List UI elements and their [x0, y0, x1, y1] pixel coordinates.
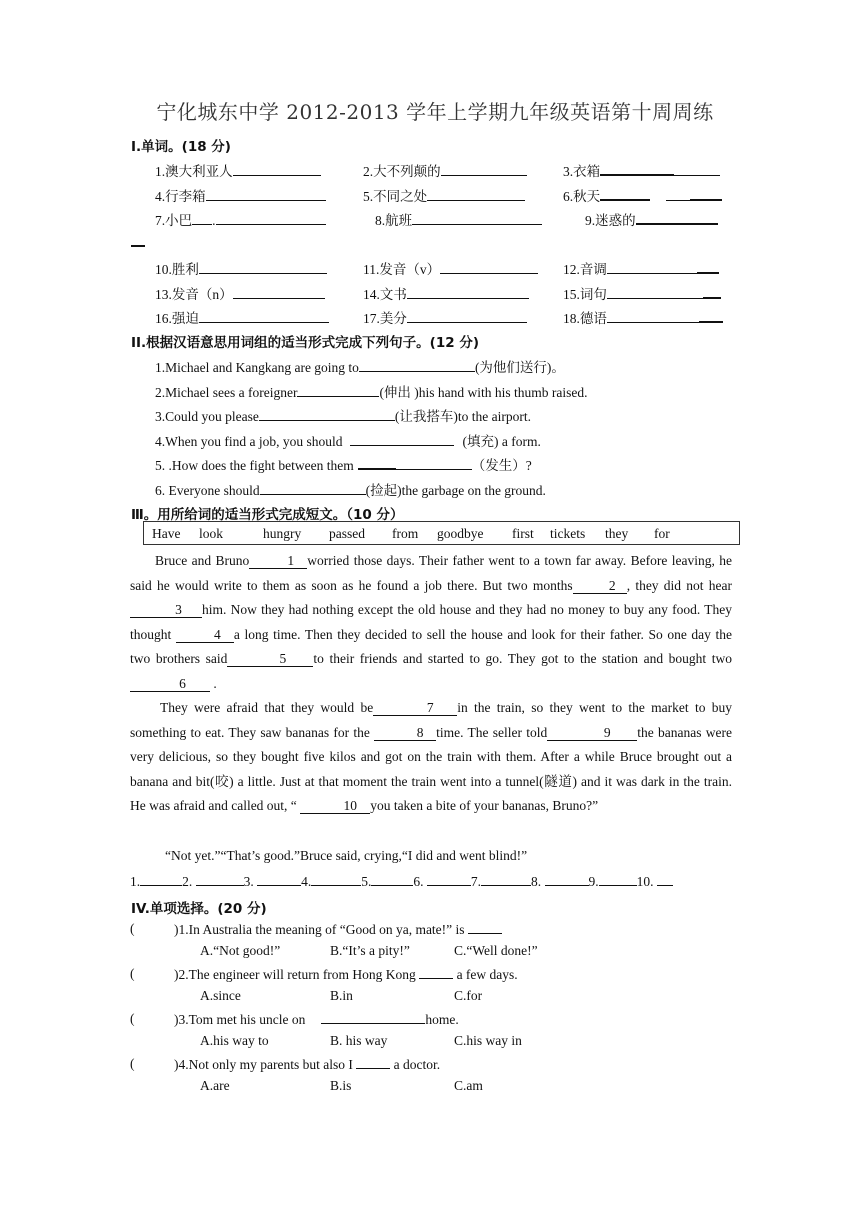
word-bank-item: Have	[152, 526, 181, 541]
vocab-item-9: 9.迷惑的	[585, 213, 636, 228]
answer-slot-1[interactable]	[140, 873, 182, 886]
sentence-5: 5. .How does the fight between them （发生）?	[155, 458, 532, 473]
answer-blank[interactable]	[192, 212, 212, 225]
vocab-item-8: 8.航班	[375, 213, 413, 228]
answer-slot-7[interactable]	[481, 873, 531, 886]
cloze-blank-2[interactable]: 2	[573, 579, 627, 594]
option-b[interactable]: B. his way	[330, 1033, 388, 1048]
answer-slot-5[interactable]	[371, 873, 413, 886]
option-b[interactable]: B.is	[330, 1078, 352, 1093]
worksheet-page: 宁化城东中学 2012-2013 学年上学期九年级英语第十周周练 I.单词。(18 分) 1.澳大利亚人 2.大不列颠的 3.衣箱 4.行李箱 5.不同之处 6.秋天 7.小巴 . 8.航班 9.迷惑的 10.胜利 11.发音（v） 12.音调 13.发音（n） 14.文书 15.词句 16.强迫 17.美分 18.德语 II.根据汉语意思用词组的适当形式完成下列句子。(12 分) 1.Michael and Kangkang are going to (为他们送行)。 2.Michael sees a foreigner (伸出 )his hand with his thumb raised. 3.Could you please (让我搭车)to the airport. 4.When you find a job, you should (填充) a form. 5. .How does the fight between them （发生）? 6. Everyone should (捡起)the garbage on the ground. Ⅲ。用所给词的适当形式完成短文。（10 分） Have look hungry passed from goodbye first tickets they for Bruce and Bruno 1 worried those days. Their father went to a town far away. Before leaving, he said he would write to them as soon as he found a job there. But two months 2 , they did not hear3 him. Now they had nothing except the old house and they had no money to buy any food. They thought 4 a long time. Then they decided to sell the house and look for their father. So one day the two brothers said 5 to their friends and started to go. They got to the station and bought two6 . They were afraid that they would be 7 in the train, so they went to the market to buy something to eat. They saw bananas for the 8 time. The seller told 9 the bananas were very delicious, so they bought five kilos and got on the train with them. After a while Bruce brought out a banana and bit(咬) a little. Just at that moment the train went into a tunnel(隧道) and it was dark in the train. He was afraid and called out, “ 10 you taken a bite of your bananas, Bruno?” “Not yet.”“That’s good.”Bruce said, crying,“I did and went blind!” 1. 2. 3. 4. 5. 6. 7. 8. 9. 10. IV.单项选择。(20 分) ( )1.In Australia the meaning of “Good on ya, mate!” is A.“Not good!” B.“It’s a pity!” C.“Well done!” ( )2.The engineer will return from Hong Kong a few days. A.since B.in C.for ( )3.Tom met his uncle on home. A.his way to B. his way C.his way in ( )4.Not only my parents but also I a doctor. A.are B.is C.am	[0, 0, 860, 1216]
cloze-blank-3[interactable]: 3	[130, 603, 202, 618]
answer-blank[interactable]	[407, 286, 529, 299]
answer-blank[interactable]	[636, 211, 718, 225]
cloze-blank-10[interactable]: 10	[300, 799, 370, 814]
answer-blank[interactable]	[600, 187, 650, 201]
answer-slot-9[interactable]	[599, 873, 637, 886]
vocab-item-14: 14.文书	[363, 287, 407, 302]
vocab-item-18: 18.德语	[563, 311, 607, 326]
word-bank-item: tickets	[550, 526, 586, 541]
passage-paragraph-2: They were afraid that they would be 7 in the train, so they went to the market to buy something to eat. They saw bananas for the 8 time. The seller told 9 the bananas were very delicious, so they bought five kilos and got on the train with them. After a while Bruce brought out a banana and bit(咬) a little. Just at that moment the train went into a tunnel(隧道) and it was dark in the train. He was afraid and called out, “ 10 you taken a bite of your bananas, Bruno?”	[130, 700, 733, 813]
vocab-item-3: 3.衣箱	[563, 164, 601, 179]
word-bank-item: from	[392, 526, 419, 541]
answer-blank[interactable]	[356, 1056, 390, 1069]
word-bank-box	[143, 521, 740, 545]
word-bank-item: look	[199, 526, 224, 541]
answer-blank[interactable]	[206, 188, 326, 201]
answer-blank-wrap	[131, 233, 145, 247]
sentence-6: 6. Everyone should (捡起)the garbage on the ground.	[155, 483, 546, 498]
option-c[interactable]: C.for	[454, 988, 483, 1003]
section-4-heading: IV.单项选择。(20 分)	[131, 901, 267, 917]
vocab-item-1: 1.澳大利亚人	[155, 164, 233, 179]
answer-blank[interactable]	[233, 286, 325, 299]
passage-paragraph-3: “Not yet.”“That’s good.”Bruce said, crying,“I did and went blind!”	[165, 848, 528, 863]
sentence-2: 2.Michael sees a foreigner (伸出 )his hand with his thumb raised.	[155, 385, 588, 400]
answer-blank[interactable]	[260, 482, 366, 495]
option-c[interactable]: C.“Well done!”	[454, 943, 538, 958]
cloze-blank-1[interactable]: 1	[249, 554, 307, 569]
vocab-item-16: 16.强迫	[155, 311, 199, 326]
answer-blank[interactable]	[199, 261, 327, 274]
passage	[130, 549, 732, 819]
answer-blank[interactable]	[607, 261, 697, 274]
word-bank-item: goodbye	[437, 526, 484, 541]
sentence-3: 3.Could you please (让我搭车)to the airport.	[155, 409, 531, 424]
section-3-heading: Ⅲ。用所给词的适当形式完成短文。（10 分）	[131, 507, 404, 523]
option-b[interactable]: B.in	[330, 988, 353, 1003]
sentence-4: 4.When you find a job, you should (填充) a form.	[155, 434, 541, 449]
answer-slot-6[interactable]	[427, 873, 471, 886]
option-b[interactable]: B.“It’s a pity!”	[330, 943, 410, 958]
answer-blank[interactable]	[259, 408, 395, 421]
answer-blank[interactable]	[440, 261, 538, 274]
vocab-item-6: 6.秋天	[563, 189, 601, 204]
word-bank-item: first	[512, 526, 534, 541]
section-2-heading: II.根据汉语意思用词组的适当形式完成下列句子。(12 分)	[131, 335, 480, 351]
option-a[interactable]: A.are	[200, 1078, 230, 1093]
vocab-item-13: 13.发音（n）	[155, 287, 233, 302]
answer-slot-4[interactable]	[311, 873, 361, 886]
answer-slot-8[interactable]	[545, 873, 589, 886]
answer-blank[interactable]	[407, 310, 527, 323]
answer-blank[interactable]	[199, 310, 329, 323]
section-1-heading: I.单词。(18 分)	[131, 139, 231, 155]
word-bank-item: hungry	[263, 526, 302, 541]
word-bank-item: passed	[329, 526, 365, 541]
stray-dot: .	[212, 213, 216, 228]
passage-paragraph-1: Bruce and Bruno 1 worried those days. Their father went to a town far away. Before leaving, he said he would write to them as soon as he found a job there. But two months 2 , they did not hear3 him. Now they had nothing except the old house and they had no money to buy any food. They thought 4 a long time. Then they decided to sell the house and look for their father. So one day the two brothers said 5 to their friends and started to go. They got to the station and bought two6 .	[130, 553, 733, 691]
option-a[interactable]: A.his way to	[200, 1033, 269, 1048]
answer-blank[interactable]	[233, 163, 321, 176]
word-bank-item: they	[605, 526, 629, 541]
answer-blank[interactable]	[297, 384, 379, 397]
answer-blank[interactable]	[427, 188, 525, 201]
vocab-item-15: 15.词句	[563, 287, 607, 302]
answer-blank[interactable]	[441, 163, 527, 176]
answer-blank[interactable]	[321, 1011, 425, 1024]
cloze-blank-7[interactable]: 7	[373, 701, 457, 716]
worksheet-title: 宁化城东中学 2012-2013 学年上学期九年级英语第十周周练	[156, 100, 714, 124]
answer-blank[interactable]	[412, 212, 542, 225]
answer-blank[interactable]	[419, 966, 453, 979]
answer-blank[interactable]	[350, 433, 454, 446]
sentence-1: 1.Michael and Kangkang are going to (为他们送行)。	[155, 360, 565, 375]
vocab-item-10: 10.胜利	[155, 262, 199, 277]
vocab-item-11: 11.发音（v）	[363, 262, 441, 277]
cloze-blank-9[interactable]: 9	[547, 726, 637, 741]
vocab-item-4: 4.行李箱	[155, 189, 206, 204]
vocab-item-17: 17.美分	[363, 311, 407, 326]
cloze-blank-8[interactable]: 8	[374, 726, 436, 741]
word-bank-item: for	[654, 526, 670, 541]
cloze-blank-6[interactable]: 6	[130, 677, 210, 692]
answer-blank[interactable]	[468, 921, 502, 934]
cloze-blank-4[interactable]: 4	[176, 628, 234, 643]
answer-blank[interactable]	[358, 456, 396, 470]
answer-blank[interactable]	[607, 286, 703, 299]
answer-slot-10[interactable]	[657, 873, 673, 886]
cloze-blank-5[interactable]: 5	[227, 652, 313, 667]
answer-slot-3[interactable]	[257, 873, 301, 886]
option-c[interactable]: C.am	[454, 1078, 483, 1093]
answer-blank[interactable]	[359, 359, 475, 372]
vocab-item-12: 12.音调	[563, 262, 607, 277]
answer-blank[interactable]	[607, 310, 699, 323]
answer-blank[interactable]	[600, 162, 674, 176]
vocab-item-5: 5.不同之处	[363, 189, 428, 204]
answer-slot-2[interactable]	[196, 873, 244, 886]
option-a[interactable]: A.since	[200, 988, 241, 1003]
option-a[interactable]: A.“Not good!”	[200, 943, 281, 958]
vocab-item-7: 7.小巴	[155, 213, 193, 228]
option-c[interactable]: C.his way in	[454, 1033, 522, 1048]
cloze-answer-row: 1. 2. 3. 4. 5. 6. 7. 8. 9. 10.	[130, 873, 673, 890]
vocab-item-2: 2.大不列颠的	[363, 164, 441, 179]
